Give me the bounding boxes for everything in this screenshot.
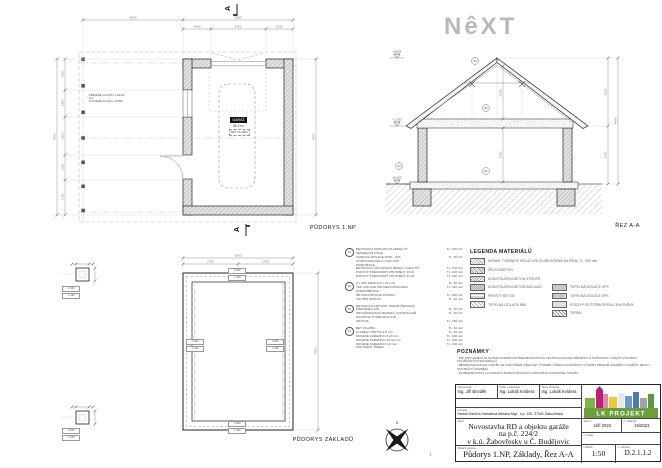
legend-item-label: TEPELNÁ IZOLACE EPS xyxy=(570,294,609,299)
titleblock-value: 15/2023 xyxy=(634,422,650,428)
layer-group xyxy=(345,282,463,301)
roof-slope xyxy=(406,58,497,129)
dimension-label: 2750 xyxy=(262,259,269,264)
room-name-box: GARÁŽ xyxy=(230,117,247,123)
legend-item xyxy=(470,300,542,309)
legend-item xyxy=(470,292,542,301)
project-title-line: na p.č. 224/2 xyxy=(498,429,539,439)
svg-text:S1: S1 xyxy=(484,170,488,174)
layer-name: BETONOVÁ ZÁKLADOVÁ DESKA + KARI SÍŤ xyxy=(356,266,420,271)
dimension-label: 1400 xyxy=(193,24,201,29)
level-box-value: -0,650 xyxy=(228,268,246,274)
dimension-label: 1250 xyxy=(60,163,65,171)
titleblock-value: Ing. Jiří Bezděk xyxy=(457,388,487,394)
svg-text:S4: S4 xyxy=(397,165,401,169)
level-box-value: -1,150 xyxy=(62,293,80,299)
level-box xyxy=(266,339,284,352)
layer-thickness: TL. 60 mm xyxy=(448,326,463,331)
legend-item-label: TERÉN xyxy=(570,311,582,316)
layer-group xyxy=(345,305,463,324)
titleblock-label: datum xyxy=(583,419,592,423)
dimension-label: 4806 xyxy=(613,117,618,125)
section-wall xyxy=(563,128,572,182)
drawing-content-title: Půdorys 1.NP, Základy, Řez A-A xyxy=(463,449,574,459)
layer-thickness: TL. 100 mm xyxy=(446,341,463,346)
dimension-label: 1350 xyxy=(275,24,283,29)
layer-name: BETONOVÁ KRYTINA - BARVA ČERVENÁ xyxy=(356,303,415,308)
legend-item-label: KONSTRUKČNÍ BETON STROPŮ xyxy=(488,276,541,281)
level-box-value: -0,650 xyxy=(186,339,204,345)
titleblock-label: Akce xyxy=(457,419,464,423)
layer-thickness: TL. 40 mm xyxy=(448,307,463,312)
plan-title: PŮDORYS 1.NP xyxy=(309,225,357,231)
level-box xyxy=(62,286,80,299)
level-box-value: -0,650 xyxy=(62,286,80,292)
foundation-strip xyxy=(413,189,431,206)
svg-text:LK PROJEKT: LK PROJEKT xyxy=(596,410,646,418)
material-swatch xyxy=(470,293,485,300)
dimension-label: 2056 xyxy=(603,88,608,96)
level-box xyxy=(228,268,246,281)
layer-thickness: TL. 200 mm xyxy=(446,292,463,297)
layer-name: DŘEVĚNÉ LATĚ xyxy=(356,307,379,312)
legend-item xyxy=(470,275,542,284)
project-title-line: Novostavba RD a objektu garáže xyxy=(468,421,569,431)
level-box-value: -0,650 xyxy=(266,339,284,345)
layer-name: SEPARAČNÍ FÓLIE xyxy=(356,250,384,255)
legend-item-label: KERAM. TVÁRNICE HELUZ UNI 20 BROUŠENÁ NA PĚNU TL. 200 mm xyxy=(488,259,598,264)
layer-name: TEP. IZOLACE MW MEZI KROKVEMI xyxy=(356,285,408,290)
floor-slab xyxy=(410,182,578,189)
layer-thickness: TL. 60 mm xyxy=(448,311,463,316)
layer-ref-bubble: S3 xyxy=(345,305,354,314)
dimension-label: 1750 xyxy=(60,193,65,201)
pier-detail xyxy=(60,407,95,424)
garage-walls xyxy=(183,59,293,215)
notes-line: - ZA BEZPEČNOST A OCHRANU ZDRAVÍ PŘI PRÁCI ODPOVÍDÁ DODAVATEL STAVBY xyxy=(457,371,579,376)
material-swatch xyxy=(552,301,567,308)
level-box xyxy=(186,339,204,352)
titleblock-label: Vypracoval xyxy=(457,385,472,389)
titleblock-value: Ing. Lukáš Kvídera xyxy=(499,388,535,394)
level-box xyxy=(62,428,80,441)
legend-item-label: KONSTRUKČNÍ BETON ZÁKLADŮ xyxy=(488,285,542,290)
titleblock-label: Obsah výkresu xyxy=(457,446,477,450)
room-area: 36,2 m² xyxy=(232,123,245,128)
svg-text:S3: S3 xyxy=(473,60,477,64)
layer-name: BET. DLAŽBA xyxy=(356,326,376,331)
titleblock-value: Ing. Lukáš Kvídera xyxy=(541,388,577,394)
level-box-value: -0,650 xyxy=(228,421,246,427)
storage-zone-outline xyxy=(209,66,266,111)
notes-block xyxy=(457,349,659,376)
title-block xyxy=(455,384,661,462)
section-drawing xyxy=(386,50,618,215)
legend-column-2 xyxy=(552,283,634,317)
legend-item xyxy=(552,300,634,309)
level-box-value: -1,150 xyxy=(228,275,246,281)
layer-ref-bubble: S1 xyxy=(345,248,354,257)
titleblock-label: č. kopie xyxy=(583,433,594,437)
next-watermark: NêXT xyxy=(444,13,518,40)
pergola-note: DŘEVĚNÉ SLOUPKY 140/140 mm KOTVENÉ DO ZÁKL. PATEK xyxy=(89,93,125,103)
dimension-label: 1350 xyxy=(60,99,65,107)
floor-plan-drawing xyxy=(52,4,318,236)
titleblock-label: č. zakázky xyxy=(623,419,637,423)
room-floor-note: BET. DLAŽBA xyxy=(229,129,250,136)
legend-item xyxy=(552,292,634,301)
level-label: +2,750 xyxy=(392,117,402,122)
layer-name: KLADECÍ VRSTVA 4-8 mm xyxy=(356,329,393,334)
foundation-strip xyxy=(557,189,575,206)
notes-line: - BĚHEM REALIZACE STAVBY JE ZAPOTŘEBÍ VŠECHNY VÝROBKY PŘED ZADÁNÍM DO VÝROBY PŘESNĚ ZAMĚŘIT A OVĚŘIT JEJICH SKUTEČNÝ ROZMĚR xyxy=(457,363,650,372)
level-box xyxy=(228,421,246,434)
dimension-label: 7800 xyxy=(52,133,57,141)
layer-name: VNITŘNÍ OMÍTKA xyxy=(356,296,381,301)
layer-row xyxy=(356,275,463,279)
layer-thickness: TL. 30 mm xyxy=(448,281,463,286)
level-box-value: -1,150 xyxy=(228,428,246,434)
layer-thickness: TL. 180 mm xyxy=(446,319,463,324)
legend xyxy=(470,249,662,316)
dimension-label: 2750 xyxy=(603,151,608,159)
notes-line: - PŘI PROVÁDĚNÍ JE NUTNÉ DODRŽOVAT BEZPEČNOSTNÍ A TECHNOLOGICKÉ PŘEDPISY A POŽADAVKY VŠECH VÝROBCŮ POUŽÍVANÝCH MATERIÁLŮ xyxy=(457,355,638,364)
svg-text:S2: S2 xyxy=(484,107,488,111)
layer-name: PROVĚTRÁVANÁ MEZERA, KONTRALATĚ xyxy=(356,311,417,316)
dimension-label: 2056 xyxy=(498,89,503,97)
material-swatch xyxy=(470,276,485,283)
section-cut-letter: A xyxy=(234,226,242,233)
compass-north-label: S xyxy=(395,420,399,425)
project-title-line: v k.ú. Žabovřesky u Č. Budějovic xyxy=(467,436,570,446)
notes-lines xyxy=(457,357,659,377)
material-swatch xyxy=(552,284,567,291)
dimension-label: 7800 xyxy=(313,347,318,355)
layer-ref-bubble: S2 xyxy=(345,282,354,291)
layer-thickness: TL. 150 mm xyxy=(446,274,463,279)
layer-thickness: TL. 150 mm xyxy=(446,266,463,271)
layer-row xyxy=(356,298,463,302)
roof-slope xyxy=(497,58,588,129)
titleblock-label: Tech. kontrola xyxy=(541,385,559,389)
page-number: 1 xyxy=(429,452,432,458)
layer-name: KROKVE xyxy=(356,319,369,324)
garage-door-symbol xyxy=(211,53,266,66)
level-box-value: -1,150 xyxy=(62,435,80,441)
titleblock-label: Zodp. projektant xyxy=(499,385,520,389)
layer-thickness: TL. 30 mm xyxy=(448,329,463,334)
legend-item xyxy=(552,283,634,292)
level-label: +4,806 xyxy=(392,49,402,54)
titleblock-label: měřítko xyxy=(583,445,593,449)
ceiling-slab xyxy=(417,119,573,128)
layer-notes xyxy=(345,248,463,353)
legend-title: LEGENDA MATERIÁLŮ xyxy=(470,249,532,255)
legend-item-label: TEPELNÁ IZOLACE XPS xyxy=(570,285,609,290)
legend-item-label: PODSYP ZE ŠTĚRKOPÍSKU ZHUTNĚNÝ xyxy=(570,302,634,307)
lk-projekt-logo xyxy=(582,385,660,419)
dimension-label: 2750 xyxy=(207,259,214,264)
material-swatch xyxy=(470,301,485,308)
layer-name: ŽB KONSTRUKCE STROPU xyxy=(356,292,396,297)
layer-thickness: TL. 180 mm xyxy=(446,285,463,290)
titleblock-label: Investor xyxy=(457,408,468,412)
layer-name: DRCENÉ KAMENIVO 0-8 mm xyxy=(356,341,397,346)
dimension-label: 5500 xyxy=(234,253,242,258)
compass xyxy=(374,417,419,462)
dimension-label: 5500 xyxy=(234,15,242,20)
dimension-label: 1900 xyxy=(60,132,65,140)
dimension-label: 1550 xyxy=(60,70,65,78)
layer-name: PAROZÁBRANA xyxy=(356,288,379,293)
section-cut-letter: A xyxy=(225,5,233,12)
layer-name: BETONOVÁ PODLAHA HLAZENÁ ÚT xyxy=(356,247,408,251)
drawing-number: D.2.1.1.2 xyxy=(624,448,652,457)
layer-name: DRCENÉ KAMENIVO 16-32 mm xyxy=(356,337,401,342)
legend-item xyxy=(470,266,542,275)
titleblock-label: č. výkresu xyxy=(617,445,631,449)
material-swatch xyxy=(552,293,567,300)
layer-ref-bubble: S4 xyxy=(345,327,354,336)
scale-value: 1:50 xyxy=(591,448,606,458)
foundation-title: PŮDORYS ZÁKLADŮ xyxy=(292,437,354,443)
titleblock-value: září 2023 xyxy=(593,422,611,428)
level-label: ±0,000 xyxy=(392,175,402,180)
layer-name: ZHUTNĚNÝ TERÉN xyxy=(356,345,384,350)
door-swing xyxy=(160,156,183,179)
legend-item xyxy=(470,283,542,292)
legend-item-label: TEPELNÁ IZOLACE MW xyxy=(488,302,526,307)
layer-name: 2 x SDK DESKA (2 x 15 mm) xyxy=(356,281,396,286)
layer-thickness: TL. 10 mm xyxy=(448,296,463,301)
legend-item xyxy=(470,257,662,266)
layer-name: PODSYP ŠTĚRKODRŤ ZHUTNĚNÝ 16-32 xyxy=(356,270,415,275)
titleblock-value: Hamal David a Hamalová Adriana Mgr., č.p. 120, 37341 Žabovřesky xyxy=(457,411,563,416)
layer-name: POJISTNÁ HYDROIZOLACE xyxy=(356,315,396,320)
material-swatch xyxy=(470,284,485,291)
notes-title: POZNÁMKY xyxy=(457,349,490,355)
dimension-label: 7800 xyxy=(311,133,316,141)
layer-name: HYDROIZOLACE 2 x ASF. PÁS xyxy=(356,258,400,263)
layer-thickness: TL. 100 mm xyxy=(446,247,463,251)
layer-thickness: TL. 200 mm xyxy=(446,337,463,342)
dimension-label: 2750 xyxy=(234,24,242,29)
pier-detail xyxy=(60,264,95,281)
material-swatch xyxy=(470,267,485,274)
layer-group xyxy=(345,327,463,350)
level-box-value: -1,150 xyxy=(266,346,284,352)
layer-name: TEPELNÁ IZOLACE PODL. XPS xyxy=(356,254,401,259)
layer-row xyxy=(356,320,463,324)
car-outline xyxy=(219,84,255,188)
layer-thickness: TL. 50 mm xyxy=(448,254,463,259)
legend-item xyxy=(552,309,634,318)
material-swatch xyxy=(552,310,567,317)
layer-name: PENETRACE xyxy=(356,262,375,267)
material-swatch xyxy=(470,258,485,265)
legend-item-label: PROSTÝ BETON xyxy=(488,294,515,299)
section-title: ŘEZ A-A xyxy=(615,223,640,229)
section-wall xyxy=(418,128,427,182)
layer-name: PODSYP ŠTĚRKODRŤ ZHUTNĚNÝ 32-63 xyxy=(356,274,415,279)
level-box-value: -1,150 xyxy=(186,346,204,352)
layer-group xyxy=(345,248,463,279)
legend-column-1 xyxy=(470,266,542,309)
layer-thickness: TL. 100 mm xyxy=(446,270,463,275)
dimension-label: 2750 xyxy=(498,151,503,159)
legend-item-label: ŽELEZOBETON xyxy=(488,268,513,273)
level-box-value: -0,650 xyxy=(62,428,80,434)
dimension-label: 4050 xyxy=(129,15,137,20)
layer-row xyxy=(356,346,463,350)
layer-name: DRCENÉ KAMENIVO 8-16 mm xyxy=(356,333,399,338)
layer-thickness: TL. 100 mm xyxy=(446,333,463,338)
